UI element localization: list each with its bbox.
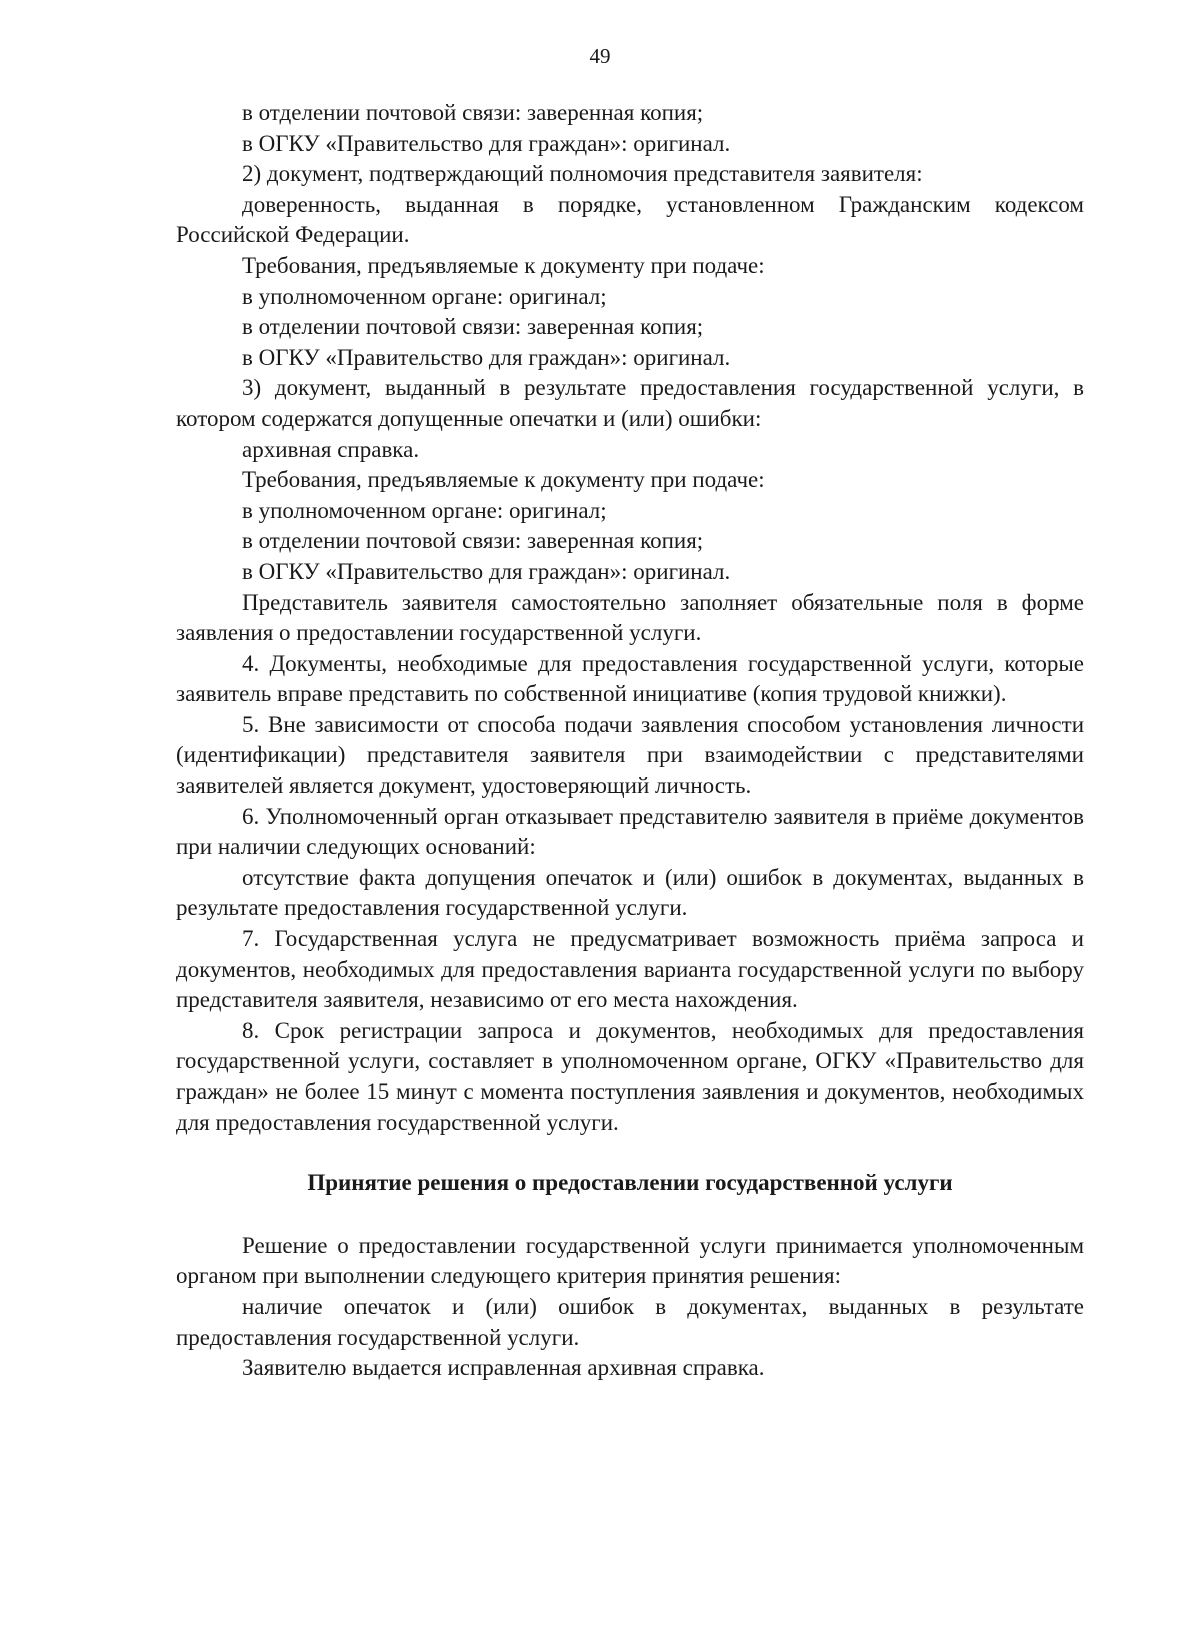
paragraph: Решение о предоставлении государственной услуги принимается уполномоченным органом при выполнении следующего критерия принятия решения: [176, 1232, 1084, 1289]
paragraph: доверенность, выданная в порядке, установленном Гражданским кодексом Российской Федерации. [176, 191, 1084, 248]
paragraph: 5. Вне зависимости от способа подачи заявления способом установления личности (идентификации) представителя заявителя при взаимодействии с представителями заявителей является документ, удостоверяющий личность. [176, 711, 1084, 799]
paragraph: 6. Уполномоченный орган отказывает представителю заявителя в приёме документов при наличии следующих оснований: [176, 803, 1084, 860]
paragraph: Заявителю выдается исправленная архивная справка. [242, 1355, 765, 1381]
paragraph: 2) документ, подтверждающий полномочия представителя заявителя: [242, 161, 923, 187]
paragraph: Требования, предъявляемые к документу при подаче: [242, 252, 765, 278]
paragraph: в ОГКУ «Правительство для граждан»: оригинал. [242, 558, 731, 584]
paragraph: отсутствие факта допущения опечаток и (или) ошибок в документах, выданных в результате предоставления государственной услуги. [176, 864, 1084, 921]
paragraph: наличие опечаток и (или) ошибок в документах, выданных в результате предоставления государственной услуги. [176, 1293, 1084, 1350]
paragraph: Требования, предъявляемые к документу при подаче: [242, 467, 765, 493]
paragraph: в ОГКУ «Правительство для граждан»: оригинал. [242, 344, 731, 370]
paragraph: 8. Срок регистрации запроса и документов, необходимых для предоставления государственной услуги, составляет в уполномоченном органе, ОГКУ «Правительство для граждан» не более 15 минут с момента поступления заявления и документов, необходимых для предоставления государственной услуги. [176, 1017, 1084, 1135]
paragraph: Представитель заявителя самостоятельно заполняет обязательные поля в форме заявления о предоставлении государственной услуги. [176, 589, 1084, 646]
paragraph: в отделении почтовой связи: заверенная копия; [242, 100, 704, 125]
paragraph: в отделении почтовой связи: заверенная копия; [242, 314, 704, 340]
paragraph: в уполномоченном органе: оригинал; [242, 283, 607, 309]
paragraph: в уполномоченном органе: оригинал; [242, 497, 607, 523]
document-body [176, 98, 1084, 1384]
paragraph: в ОГКУ «Правительство для граждан»: оригинал. [242, 130, 731, 156]
paragraph: 3) документ, выданный в результате предоставления государственной услуги, в котором содержатся допущенные опечатки и (или) ошибки: [176, 375, 1084, 431]
page-number: 49 [589, 44, 611, 68]
paragraph: архивная справка. [242, 436, 420, 462]
paragraph: в отделении почтовой связи: заверенная копия; [242, 528, 704, 554]
paragraph: 4. Документы, необходимые для предоставления государственной услуги, которые заявитель вправе представить по собственной инициативе (копия трудовой книжки). [176, 650, 1084, 707]
section-heading: Принятие решения о предоставлении государственной услуги [307, 1170, 953, 1196]
paragraph: 7. Государственная услуга не предусматривает возможность приёма запроса и документов, необходимых для предоставления варианта государственной услуги по выбору представителя заявителя, независимо от его места нахождения. [176, 926, 1084, 1013]
